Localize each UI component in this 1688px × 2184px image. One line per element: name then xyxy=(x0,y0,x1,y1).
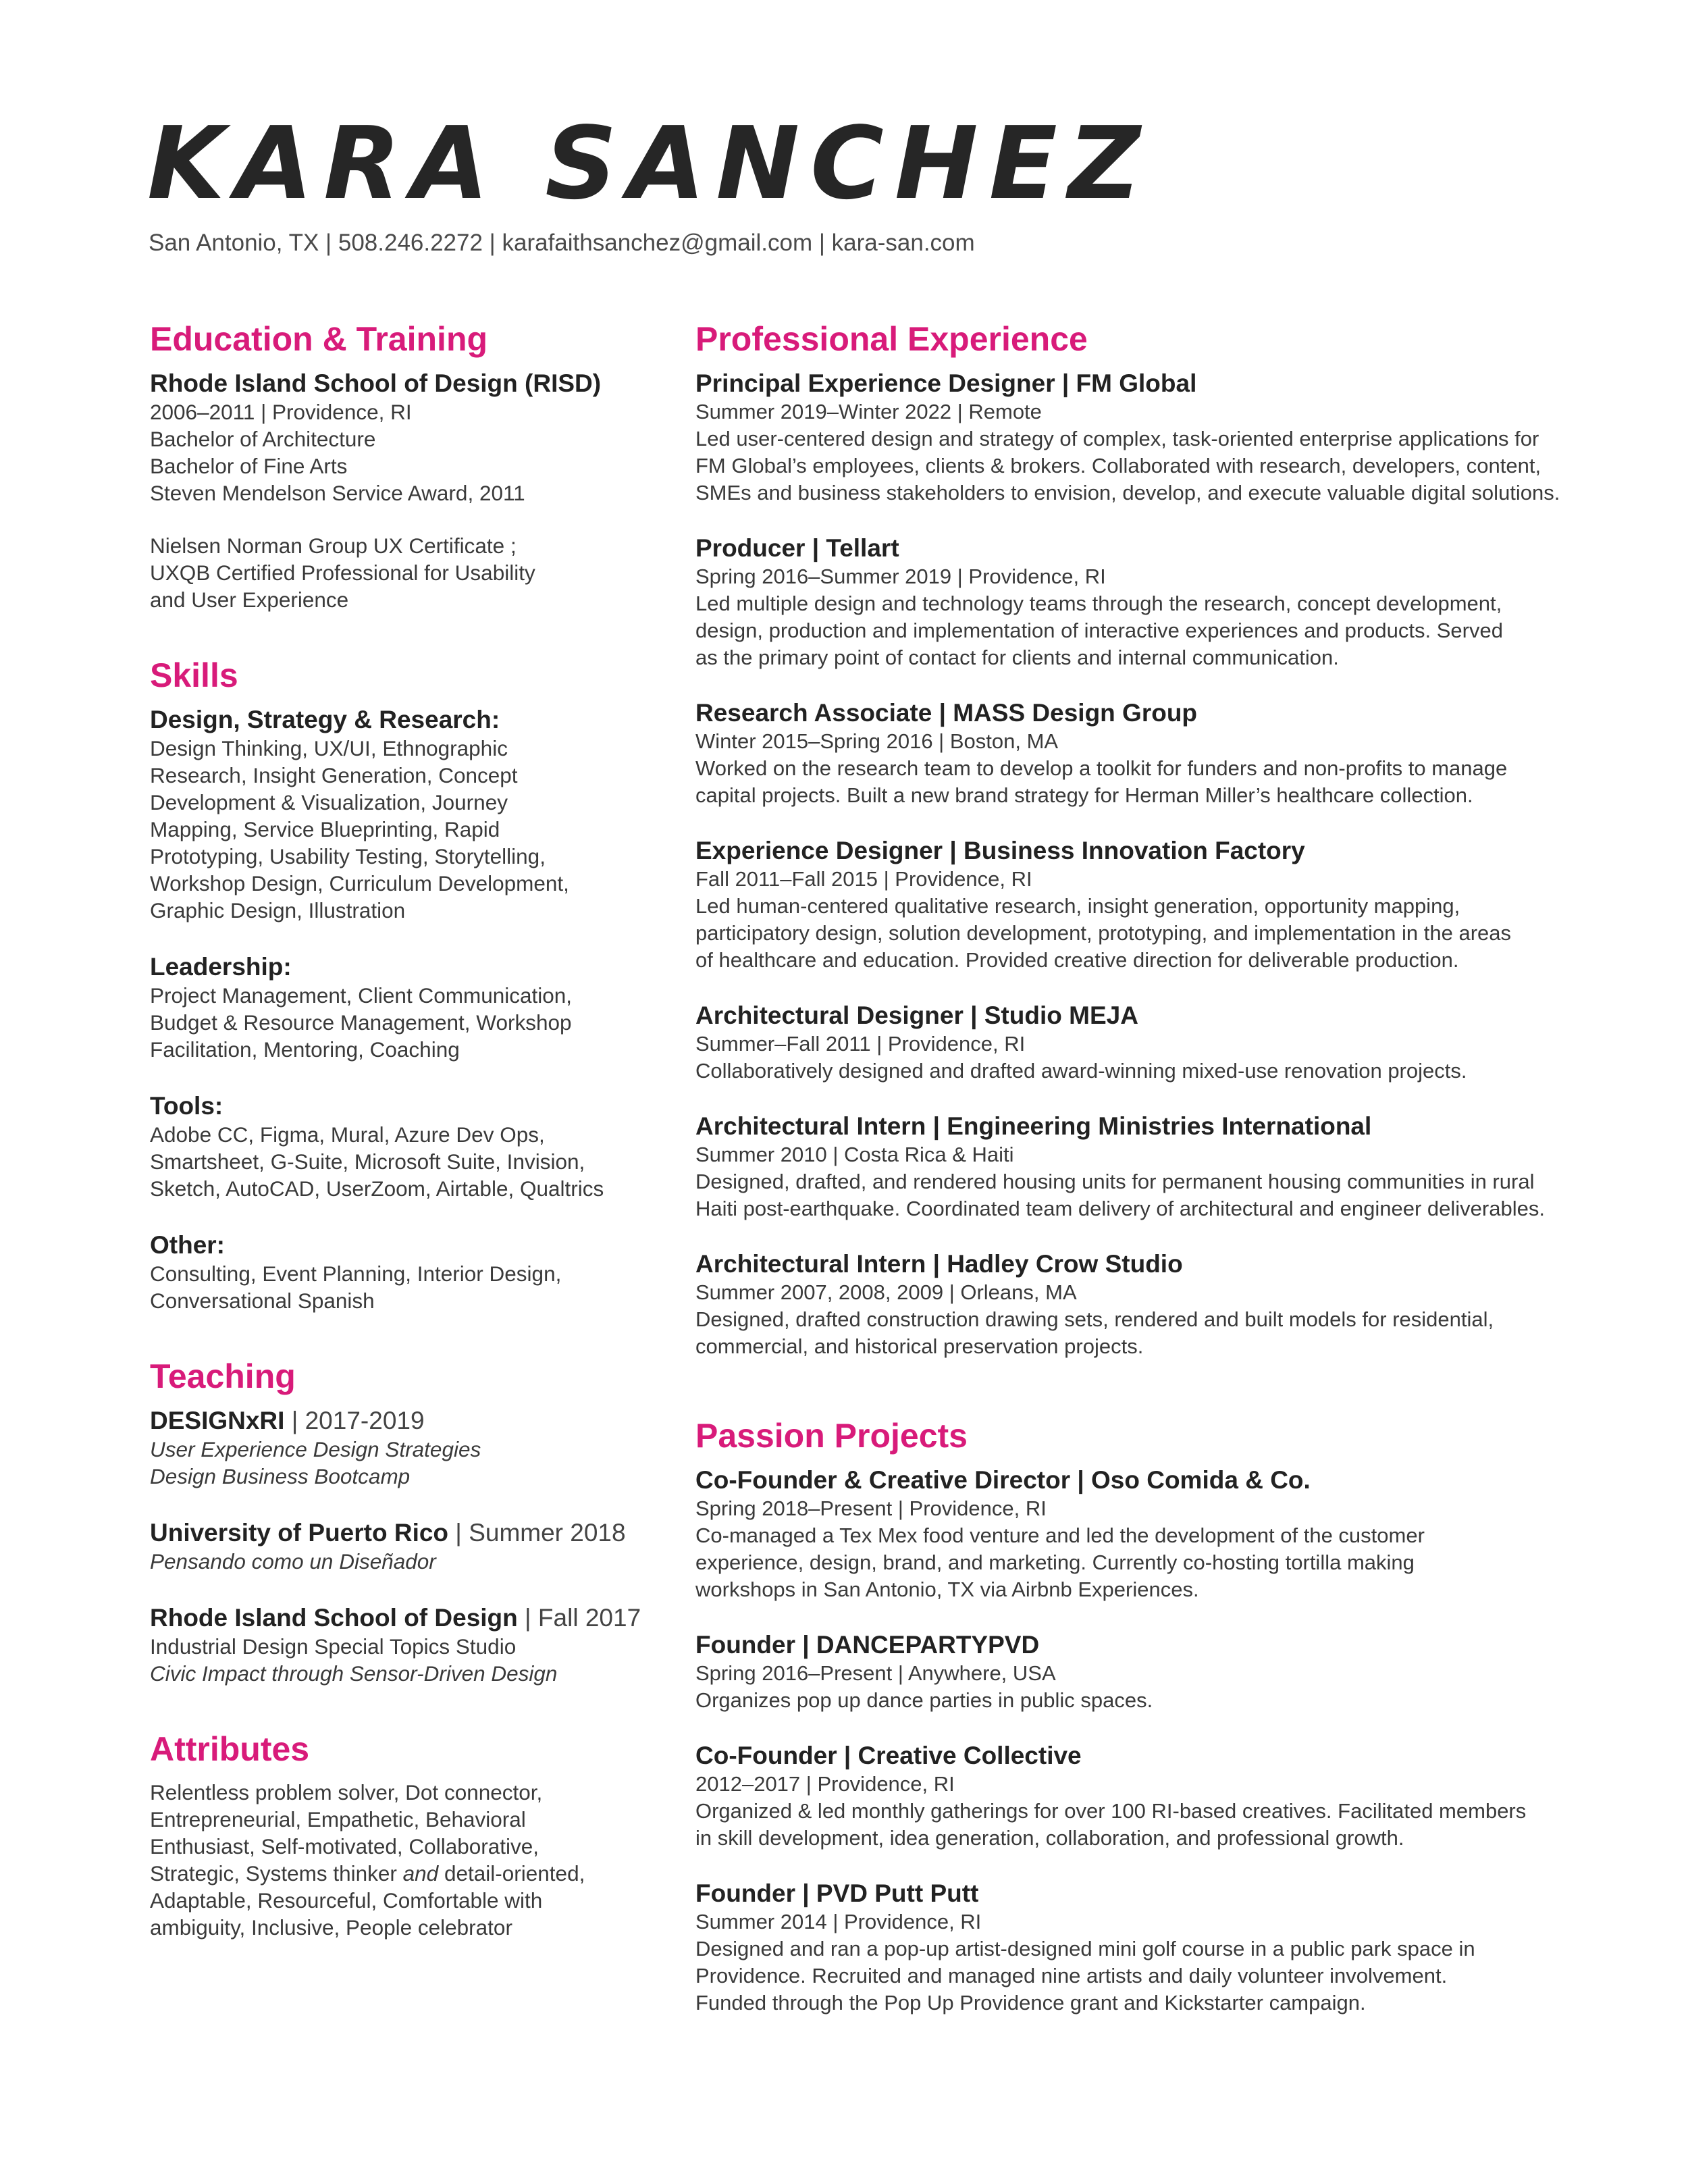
project-entry xyxy=(695,1741,1587,1852)
job-desc: SMEs and business stakeholders to envision, develop, and execute valuable digital solutions. xyxy=(695,481,1560,504)
project-desc: Providence. Recruited and managed nine artists and daily volunteer involvement. xyxy=(695,1964,1448,1987)
job-desc: Led multiple design and technology teams through the research, concept development, xyxy=(695,592,1502,615)
job-desc: Worked on the research team to develop a toolkit for funders and non-profits to manage xyxy=(695,756,1508,780)
passion-section xyxy=(695,1414,1587,2017)
certificate-line: UXQB Certified Professional for Usability xyxy=(150,561,535,585)
school-name: Rhode Island School of Design (RISD) xyxy=(150,369,602,397)
skill-group-label: Other: xyxy=(150,1231,225,1259)
job-meta: Summer 2007, 2008, 2009 | Orleans, MA xyxy=(695,1280,1077,1304)
section-title: Skills xyxy=(150,656,238,694)
project-title: Founder | DANCEPARTYPVD xyxy=(695,1631,1040,1659)
skill-group xyxy=(150,1091,650,1202)
job-title: Research Associate | MASS Design Group xyxy=(695,699,1198,727)
skill-line: Facilitation, Mentoring, Coaching xyxy=(150,1037,460,1062)
job-desc: of healthcare and education. Provided creative direction for deliverable production. xyxy=(695,948,1459,972)
course-line: Civic Impact through Sensor-Driven Design xyxy=(150,1661,558,1686)
teaching-heading xyxy=(150,1406,650,1436)
job-desc: Designed, drafted, and rendered housing units for permanent housing communities in rural xyxy=(695,1170,1535,1193)
left-column xyxy=(150,317,650,1981)
teaching-item xyxy=(150,1518,650,1575)
course-line: Industrial Design Special Topics Studio xyxy=(150,1634,517,1659)
teaching-heading xyxy=(150,1518,650,1548)
teaching-org: University of Puerto Rico xyxy=(150,1519,449,1546)
job-entry xyxy=(695,1112,1587,1222)
job-meta: Summer 2010 | Costa Rica & Haiti xyxy=(695,1143,1014,1166)
job-desc: FM Global’s employees, clients & brokers. Collaborated with research, developers, content, xyxy=(695,454,1541,477)
job-title: Experience Designer | Business Innovation Factory xyxy=(695,837,1305,864)
resume-name: KARA SANCHEZ xyxy=(147,105,1152,222)
skill-line: Mapping, Service Blueprinting, Rapid xyxy=(150,817,500,841)
job-desc: Haiti post-earthquake. Coordinated team delivery of architectural and engineer deliverables. xyxy=(695,1197,1545,1220)
skill-line: Research, Insight Generation, Concept xyxy=(150,763,518,787)
job-desc: Led user-centered design and strategy of complex, task-oriented enterprise applications for xyxy=(695,427,1539,450)
skill-line: Conversational Spanish xyxy=(150,1289,375,1313)
job-entry xyxy=(695,534,1587,671)
job-title: Producer | Tellart xyxy=(695,534,899,562)
attributes-text: detail-oriented, xyxy=(438,1861,585,1886)
education-line: 2006–2011 | Providence, RI xyxy=(150,400,412,424)
attributes-line: Relentless problem solver, Dot connector, xyxy=(150,1780,543,1804)
teaching-org: Rhode Island School of Design xyxy=(150,1604,518,1632)
job-desc: Designed, drafted construction drawing sets, rendered and built models for residential, xyxy=(695,1307,1494,1331)
skill-line: Adobe CC, Figma, Mural, Azure Dev Ops, xyxy=(150,1122,545,1147)
project-meta: 2012–2017 | Providence, RI xyxy=(695,1772,955,1796)
project-meta: Summer 2014 | Providence, RI xyxy=(695,1910,982,1933)
project-entry xyxy=(695,1465,1587,1603)
job-title: Architectural Designer | Studio MEJA xyxy=(695,1002,1138,1029)
project-desc: Organizes pop up dance parties in public spaces. xyxy=(695,1688,1153,1712)
project-desc: in skill development, idea generation, collaboration, and professional growth. xyxy=(695,1826,1404,1850)
project-entry xyxy=(695,1879,1587,2017)
job-title: Principal Experience Designer | FM Global xyxy=(695,369,1197,397)
attributes-line xyxy=(150,1860,650,1887)
section-title: Professional Experience xyxy=(695,320,1088,358)
job-meta: Spring 2016–Summer 2019 | Providence, RI xyxy=(695,565,1106,588)
skills-section xyxy=(150,654,650,1314)
education-section xyxy=(150,317,650,613)
project-title: Founder | PVD Putt Putt xyxy=(695,1879,979,1907)
job-entry xyxy=(695,698,1587,809)
project-entry xyxy=(695,1630,1587,1714)
job-meta: Winter 2015–Spring 2016 | Boston, MA xyxy=(695,729,1059,753)
skill-line: Smartsheet, G-Suite, Microsoft Suite, Invision, xyxy=(150,1149,585,1174)
project-desc: experience, design, brand, and marketing. Currently co-hosting tortilla making xyxy=(695,1551,1415,1574)
course-line: Pensando como un Diseñador xyxy=(150,1549,436,1574)
job-desc: design, production and implementation of interactive experiences and products. Served xyxy=(695,619,1503,642)
job-desc: Led human-centered qualitative research, insight generation, opportunity mapping, xyxy=(695,894,1460,918)
project-title: Co-Founder | Creative Collective xyxy=(695,1742,1082,1769)
skill-line: Budget & Resource Management, Workshop xyxy=(150,1010,572,1035)
section-title: Attributes xyxy=(150,1730,310,1768)
job-meta: Summer–Fall 2011 | Providence, RI xyxy=(695,1032,1026,1056)
teaching-item xyxy=(150,1406,650,1490)
skill-line: Design Thinking, UX/UI, Ethnographic xyxy=(150,736,508,760)
project-title: Co-Founder & Creative Director | Oso Comida & Co. xyxy=(695,1466,1311,1494)
teaching-item xyxy=(150,1603,650,1687)
job-entry xyxy=(695,1001,1587,1085)
skill-line: Prototyping, Usability Testing, Storytelling, xyxy=(150,844,546,868)
education-line: Bachelor of Architecture xyxy=(150,427,376,451)
skill-line: Consulting, Event Planning, Interior Design, xyxy=(150,1262,562,1286)
job-entry xyxy=(695,1249,1587,1360)
job-desc: capital projects. Built a new brand strategy for Herman Miller’s healthcare collection. xyxy=(695,783,1473,807)
section-title: Education & Training xyxy=(150,320,488,358)
certificate-line: and User Experience xyxy=(150,588,349,612)
right-column xyxy=(695,317,1587,2057)
project-desc: Organized & led monthly gatherings for over 100 RI-based creatives. Facilitated members xyxy=(695,1799,1527,1823)
skill-line: Graphic Design, Illustration xyxy=(150,898,406,922)
teaching-section xyxy=(150,1355,650,1687)
education-line: Bachelor of Fine Arts xyxy=(150,454,348,478)
course-line: Design Business Bootcamp xyxy=(150,1464,411,1488)
certificate-line: Nielsen Norman Group UX Certificate ; xyxy=(150,534,517,558)
skill-group-label: Tools: xyxy=(150,1092,223,1120)
teaching-when: | Fall 2017 xyxy=(517,1604,641,1632)
job-desc: commercial, and historical preservation projects. xyxy=(695,1334,1144,1358)
attributes-line: Enthusiast, Self-motivated, Collaborative, xyxy=(150,1834,539,1858)
project-meta: Spring 2016–Present | Anywhere, USA xyxy=(695,1661,1056,1685)
experience-section xyxy=(695,317,1587,1360)
job-desc: Collaboratively designed and drafted award-winning mixed-use renovation projects. xyxy=(695,1059,1467,1083)
attributes-line: Entrepreneurial, Empathetic, Behavioral xyxy=(150,1807,526,1831)
skill-group-label: Design, Strategy & Research: xyxy=(150,706,500,733)
skill-line: Project Management, Client Communication, xyxy=(150,983,573,1008)
job-title: Architectural Intern | Hadley Crow Studio xyxy=(695,1250,1183,1278)
project-desc: workshops in San Antonio, TX via Airbnb Experiences. xyxy=(695,1578,1199,1601)
section-title: Teaching xyxy=(150,1357,296,1395)
job-meta: Summer 2019–Winter 2022 | Remote xyxy=(695,400,1042,423)
job-title: Architectural Intern | Engineering Ministries International xyxy=(695,1112,1372,1140)
attributes-line: Adaptable, Resourceful, Comfortable with xyxy=(150,1888,543,1913)
contact-line: San Antonio, TX | 508.246.2272 | karafaithsanchez@gmail.com | kara-san.com xyxy=(149,230,975,256)
skill-group-label: Leadership: xyxy=(150,953,292,981)
education-line: Steven Mendelson Service Award, 2011 xyxy=(150,481,525,505)
attributes-emphasis: and xyxy=(402,1861,439,1886)
skill-line: Development & Visualization, Journey xyxy=(150,790,508,814)
job-desc: as the primary point of contact for clients and internal communication. xyxy=(695,646,1339,669)
project-meta: Spring 2018–Present | Providence, RI xyxy=(695,1497,1047,1520)
teaching-when: | 2017-2019 xyxy=(284,1407,425,1434)
skill-group xyxy=(150,1230,650,1314)
teaching-heading xyxy=(150,1603,650,1633)
teaching-when: | Summer 2018 xyxy=(448,1519,626,1546)
skill-group xyxy=(150,705,650,924)
teaching-org: DESIGNxRI xyxy=(150,1407,285,1434)
skill-line: Sketch, AutoCAD, UserZoom, Airtable, Qualtrics xyxy=(150,1176,604,1201)
job-entry xyxy=(695,369,1587,506)
attributes-line: ambiguity, Inclusive, People celebrator xyxy=(150,1915,512,1940)
job-entry xyxy=(695,836,1587,974)
attributes-section xyxy=(150,1727,650,1941)
project-desc: Designed and ran a pop-up artist-designed mini golf course in a public park space in xyxy=(695,1937,1475,1960)
course-line: User Experience Design Strategies xyxy=(150,1437,481,1461)
job-desc: participatory design, solution development, prototyping, and implementation in the areas xyxy=(695,921,1512,945)
job-meta: Fall 2011–Fall 2015 | Providence, RI xyxy=(695,867,1032,891)
skill-line: Workshop Design, Curriculum Development, xyxy=(150,871,569,895)
project-desc: Co-managed a Tex Mex food venture and led the development of the customer xyxy=(695,1524,1425,1547)
project-desc: Funded through the Pop Up Providence grant and Kickstarter campaign. xyxy=(695,1991,1366,2014)
section-title: Passion Projects xyxy=(695,1417,968,1455)
skill-group xyxy=(150,952,650,1063)
attributes-text: Strategic, Systems thinker xyxy=(150,1861,403,1886)
